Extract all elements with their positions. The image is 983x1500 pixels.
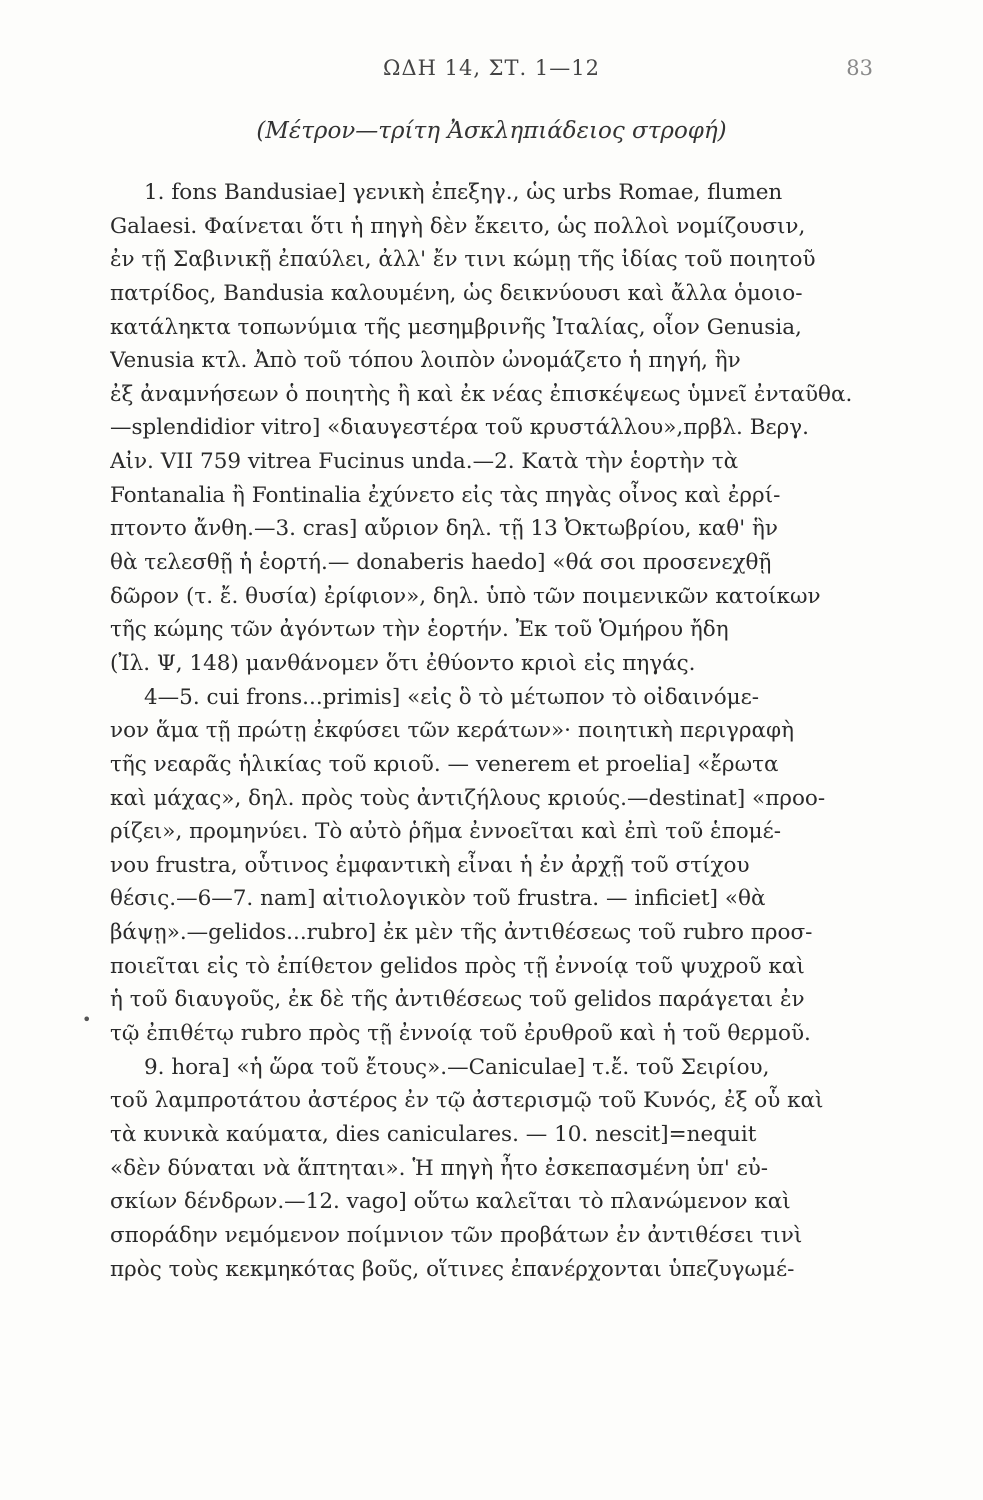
text-line: «δὲν δύναται νὰ ἅπτηται». Ἡ πηγὴ ἦτο ἐσκεπασμένη ὑπ' εὐ- xyxy=(110,1155,769,1181)
text-line: πατρίδος, Bandusia καλουμένη, ὡς δεικνύουσι καὶ ἄλλα ὁμοιο- xyxy=(110,280,803,306)
page-header xyxy=(0,52,983,86)
text-line: θὰ τελεσθῇ ἡ ἑορτή.— donaberis haedo] «θά σοι προσενεχθῇ xyxy=(110,550,772,576)
text-line: Fontanalia ἢ Fontinalia ἐχύνετο εἰς τὰς πηγὰς οἶνος καὶ ἐρρί- xyxy=(110,482,781,508)
text-line: ἐξ ἀναμνήσεων ὁ ποιητὴς ἢ καὶ ἐκ νέας ἐπισκέψεως ὑμνεῖ ἐνταῦθα. xyxy=(110,381,853,407)
text-line: θέσις.—6—7. nam] αἰτιολογικὸν τοῦ frustra. — inficiet] «θὰ xyxy=(110,886,766,912)
text-line: τῆς νεαρᾶς ἡλικίας τοῦ κριοῦ. — venerem et proelia] «ἔρωτα xyxy=(110,751,779,777)
text-line: τὰ κυνικὰ καύματα, dies caniculares. — 10. nescit]=nequit xyxy=(110,1121,757,1147)
text-line: Venusia κτλ. Ἀπὸ τοῦ τόπου λοιπὸν ὠνομάζετο ἡ πηγή, ἣν xyxy=(110,348,741,374)
text-line: καὶ μάχας», δηλ. πρὸς τοὺς ἀντιζήλους κριούς.—destinat] «προο- xyxy=(110,785,826,811)
text-line: νον ἅμα τῇ πρώτῃ ἐκφύσει τῶν κεράτων»· ποιητικὴ περιγραφὴ xyxy=(110,718,794,744)
text-line: δῶρον (τ. ἔ. θυσία) ἐρίφιον», δηλ. ὑπὸ τῶν ποιμενικῶν κατοίκων xyxy=(110,583,821,609)
page-number: 83 xyxy=(846,56,873,80)
commentary-text xyxy=(110,176,880,1286)
text-line: (Ἰλ. Ψ, 148) μανθάνομεν ὅτι ἐθύοντο κριοὶ εἰς πηγάς. xyxy=(110,650,696,676)
text-line: ἡ τοῦ διαυγοῦς, ἐκ δὲ τῆς ἀντιθέσεως τοῦ gelidos παράγεται ἐν xyxy=(110,987,805,1013)
text-line: Galaesi. Φαίνεται ὅτι ἡ πηγὴ δὲν ἔκειτο, ὡς πολλοὶ νομίζουσιν, xyxy=(110,213,806,239)
text-line: 9. hora] «ἡ ὥρα τοῦ ἔτους».—Caniculae] τ.ἔ. τοῦ Σειρίου, xyxy=(144,1054,770,1080)
text-line: ἐν τῇ Σαβινικῇ ἐπαύλει, ἀλλ' ἔν τινι κώμῃ τῆς ἰδίας τοῦ ποιητοῦ xyxy=(110,247,816,273)
text-line: Αἰν. VII 759 vitrea Fucinus unda.—2. Κατὰ τὴν ἑορτὴν τὰ xyxy=(110,449,739,475)
running-title: ΩΔΗ 14, ΣΤ. 1—12 xyxy=(383,56,600,80)
text-line: πτοντο ἄνθη.—3. cras] αὔριον δηλ. τῇ 13 Ὀκτωβρίου, καθ' ἣν xyxy=(110,516,778,542)
text-line: τῷ ἐπιθέτῳ rubro πρὸς τῇ ἐννοίᾳ τοῦ ἐρυθροῦ καὶ ἡ τοῦ θερμοῦ. xyxy=(110,1021,811,1047)
text-line: κατάληκτα τοπωνύμια τῆς μεσημβρινῆς Ἰταλίας, οἷον Genusia, xyxy=(110,314,802,340)
meter-heading: (Μέτρον—τρίτη Ἀσκληπιάδειος στροφή) xyxy=(256,118,727,144)
text-line: ποιεῖται εἰς τὸ ἐπίθετον gelidos πρὸς τῇ ἐννοίᾳ τοῦ ψυχροῦ καὶ xyxy=(110,953,805,979)
text-line: βάψῃ».—gelidos...rubro] ἐκ μὲν τῆς ἀντιθέσεως τοῦ rubro προσ- xyxy=(110,920,813,946)
text-line: τῆς κώμης τῶν ἀγόντων τὴν ἑορτήν. Ἐκ τοῦ Ὁμήρου ἤδη xyxy=(110,617,729,643)
margin-mark: • xyxy=(82,1010,92,1029)
text-line: σποράδην νεμόμενον ποίμνιον τῶν προβάτων ἐν ἀντιθέσει τινὶ xyxy=(110,1222,803,1248)
text-line: —splendidior vitro] «διαυγεστέρα τοῦ κρυστάλλου»,πρβλ. Βεργ. xyxy=(110,415,809,441)
text-line: ρίζει», προμηνύει. Τὸ αὐτὸ ῥῆμα ἐννοεῖται καὶ ἐπὶ τοῦ ἑπομέ- xyxy=(110,819,782,845)
text-line: 1. fons Bandusiae] γενικὴ ἐπεξηγ., ὡς urbs Romae, flumen xyxy=(144,180,783,205)
text-line: νου frustra, οὗτινος ἐμφαντικὴ εἶναι ἡ ἐν ἀρχῇ τοῦ στίχου xyxy=(110,852,750,878)
text-line: πρὸς τοὺς κεκμηκότας βοῦς, οἵτινες ἐπανέρχονται ὑπεζυγωμέ- xyxy=(110,1256,795,1282)
text-line: σκίων δένδρων.—12. vago] οὕτω καλεῖται τὸ πλανώμενον καὶ xyxy=(110,1189,791,1215)
text-line: 4—5. cui frons...primis] «εἰς ὃ τὸ μέτωπον τὸ οἰδαινόμε- xyxy=(144,684,760,710)
text-line: τοῦ λαμπροτάτου ἀστέρος ἐν τῷ ἀστερισμῷ τοῦ Κυνός, ἐξ οὗ καὶ xyxy=(110,1088,824,1114)
